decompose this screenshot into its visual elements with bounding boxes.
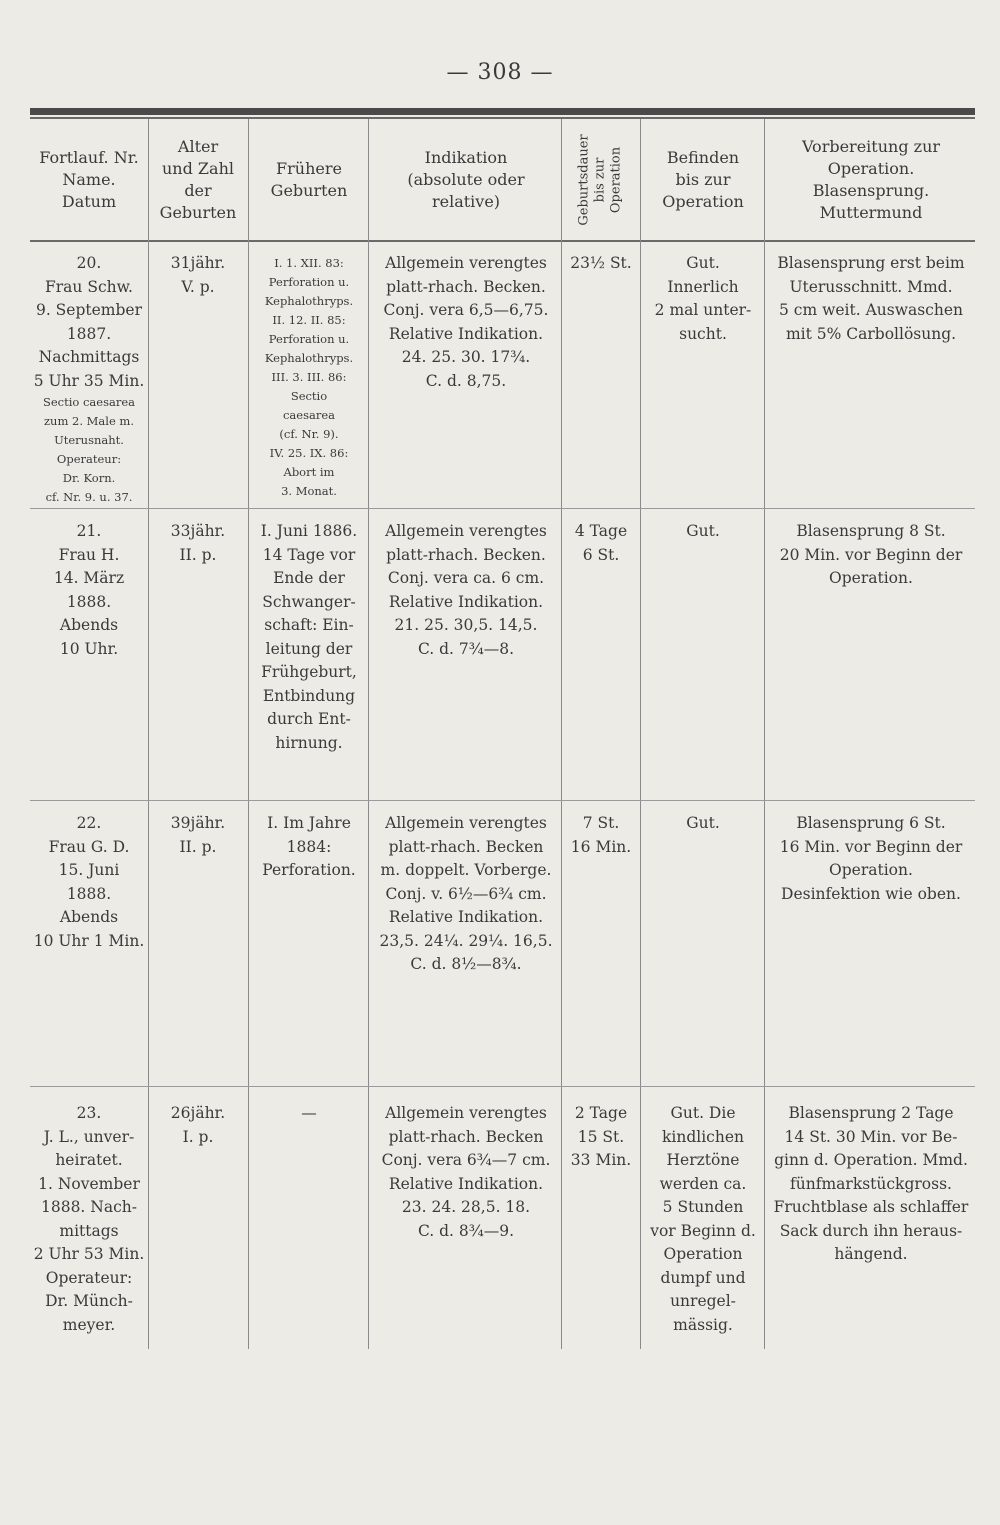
table-row-cell <box>30 252 148 507</box>
table-row-cell <box>30 520 148 661</box>
cell-line: Conj. vera ca. 6 cm. <box>387 569 545 587</box>
cell-line: III. 3. III. 86: <box>271 370 347 384</box>
cell-line: meyer. <box>62 1315 116 1334</box>
top-rule-thin <box>30 117 975 119</box>
table-row-cell <box>150 252 246 299</box>
cell-line: Operation. <box>829 569 913 587</box>
cell-line: cf. Nr. 9. u. 37. <box>45 490 133 504</box>
table-row-cell <box>642 812 764 836</box>
cell-line: 1884: <box>286 837 332 856</box>
header-line: Geburten <box>159 203 237 222</box>
cell-line: Abends <box>59 908 119 926</box>
cell-line: hängend. <box>834 1245 908 1263</box>
cell-line: 2 mal unter- <box>654 301 752 319</box>
cell-line: Operation <box>663 1245 743 1263</box>
cell-line: hirnung. <box>275 733 343 752</box>
cell-line: I. Im Jahre <box>267 814 351 832</box>
header-line: und Zahl <box>161 159 234 178</box>
cell-line: Gut. <box>686 522 720 540</box>
table-row-cell <box>250 812 368 883</box>
cell-line: Frühgeburt, <box>261 663 357 681</box>
table-row-cell <box>642 252 764 346</box>
cell-line: Blasensprung 2 Tage <box>788 1104 954 1122</box>
cell-line: — <box>301 1104 317 1122</box>
cell-line: Operateur: <box>45 1268 133 1287</box>
cell-line: Frau G. D. <box>48 837 130 856</box>
cell-line: (cf. Nr. 9). <box>279 427 339 441</box>
cell-line: 39jähr. <box>170 814 226 832</box>
cell-line: sucht. <box>679 324 727 343</box>
cell-line: Relative Indikation. <box>388 592 544 611</box>
row-separator <box>30 800 975 801</box>
row-separator <box>30 1086 975 1087</box>
cell-line: heiratet. <box>55 1151 123 1169</box>
table-row-cell <box>150 812 246 859</box>
header-line: Alter <box>177 137 219 156</box>
cell-line: Blasensprung erst beim <box>777 254 965 272</box>
cell-line: 6 St. <box>582 545 620 564</box>
cell-line: C. d. 7¾—8. <box>417 639 515 658</box>
cell-line: fünfmarkstückgross. <box>790 1174 952 1193</box>
cell-line: leitung der <box>265 639 353 658</box>
cell-line: 33jähr. <box>170 522 226 540</box>
cell-line: 15. Juni <box>58 861 120 879</box>
cell-line: Blasensprung 8 St. <box>796 522 946 540</box>
cell-line: Conj. vera 6,5—6,75. <box>383 301 549 319</box>
cell-line: Perforation u. <box>268 332 350 346</box>
cell-line: Relative Indikation. <box>388 908 544 926</box>
cell-line: 21. <box>76 522 102 540</box>
header-vorbereitung <box>766 122 976 238</box>
table-row-cell <box>250 520 368 755</box>
table-row-cell <box>30 1102 148 1337</box>
cell-line: Herztöne <box>666 1151 740 1169</box>
header-line: Blasensprung. <box>812 181 930 200</box>
cell-line: 31jähr. <box>170 254 226 272</box>
table-row-cell <box>766 1102 976 1267</box>
cell-line: 21. 25. 30,5. 14,5. <box>394 616 538 634</box>
cell-line: 23. <box>76 1104 102 1122</box>
cell-line: Innerlich <box>667 277 739 296</box>
cell-line: I. Juni 1886. <box>260 522 358 540</box>
cell-line: dumpf und <box>660 1268 746 1287</box>
cell-line: platt-rhach. Becken. <box>386 545 546 564</box>
page-number: — 308 — <box>446 60 554 85</box>
table-row-cell <box>150 1102 246 1149</box>
top-rule-thick <box>30 108 975 115</box>
cell-line: Nachmittags <box>38 348 140 366</box>
cell-line: 5 Uhr 35 Min. <box>33 371 145 390</box>
column-divider <box>248 119 249 1349</box>
cell-line: 14 St. 30 Min. vor Be- <box>784 1127 958 1146</box>
cell-line: C. d. 8,75. <box>425 371 507 390</box>
cell-line: Kephalothryps. <box>264 294 354 308</box>
cell-line: Fruchtblase als schlaffer <box>773 1198 969 1216</box>
cell-line: 7 St. <box>582 814 620 832</box>
cell-line: m. doppelt. Vorberge. <box>380 861 552 879</box>
cell-line: 16 Min. vor Beginn der <box>779 837 963 856</box>
table-row-cell <box>250 1102 368 1126</box>
header-line: Geburten <box>270 181 348 200</box>
table-row-cell <box>562 520 640 567</box>
table-row-cell <box>370 1102 562 1243</box>
cell-line: Conj. vera 6¾—7 cm. <box>381 1151 551 1169</box>
table-row-cell <box>150 520 246 567</box>
cell-line: Abort im <box>283 465 335 479</box>
column-divider <box>764 119 765 1349</box>
cell-line: mässig. <box>673 1315 733 1334</box>
table-row-cell <box>766 520 976 591</box>
cell-line: 5 cm weit. Auswaschen <box>779 301 963 319</box>
cell-line: 5 Stunden <box>662 1198 744 1216</box>
table-row-cell <box>30 812 148 953</box>
table-row-cell <box>642 520 764 544</box>
cell-line: 1888. <box>66 884 112 903</box>
table-row-cell <box>766 252 976 346</box>
cell-line: platt-rhach. Becken. <box>386 277 546 296</box>
cell-line: 26jähr. <box>170 1104 226 1122</box>
cell-line: 14 Tage vor <box>262 545 356 564</box>
header-rule <box>30 240 975 242</box>
column-divider <box>368 119 369 1349</box>
header-line: Operation. <box>827 159 915 178</box>
cell-line: Sectio caesarea <box>42 395 136 409</box>
cell-line: C. d. 8¾—9. <box>417 1221 515 1240</box>
header-line: Geburtsdauer <box>577 134 592 226</box>
header-geburtsdauer <box>562 122 640 238</box>
cell-line: platt-rhach. Becken <box>388 1127 544 1146</box>
table-row-cell <box>370 252 562 393</box>
header-line: Vorbereitung zur <box>801 137 941 156</box>
cell-line: 2 Tage <box>574 1104 628 1122</box>
cell-line: 23. 24. 28,5. 18. <box>401 1198 531 1216</box>
cell-line: 2 Uhr 53 Min. <box>33 1245 145 1263</box>
cell-line: 1888. Nach- <box>40 1198 137 1216</box>
cell-line: Desinfektion wie oben. <box>781 884 961 903</box>
cell-line: 4 Tage <box>574 522 628 540</box>
cell-line: 14. März <box>53 569 125 587</box>
cell-line: II. p. <box>179 837 217 856</box>
column-divider <box>640 119 641 1349</box>
cell-line: 15 St. <box>577 1127 625 1146</box>
table-row-cell <box>562 812 640 859</box>
table-row-cell <box>766 812 976 906</box>
cell-line: Allgemein verengtes <box>385 1104 547 1122</box>
cell-line: J. L., unver- <box>43 1127 135 1146</box>
header-line: Name. <box>62 170 116 189</box>
header-line: Operation <box>662 192 744 211</box>
cell-line: Gut. <box>686 254 720 272</box>
header-line: Operation <box>609 146 624 214</box>
header-line: bis zur <box>593 157 608 203</box>
table-row-cell <box>562 1102 640 1173</box>
cell-line: unregel- <box>670 1292 736 1310</box>
row-separator <box>30 508 975 509</box>
cell-line: Gut. <box>686 814 720 832</box>
cell-line: Conj. v. 6½—6¾ cm. <box>385 884 547 903</box>
cell-line: 10 Uhr 1 Min. <box>33 931 145 950</box>
table-row-cell <box>370 812 562 977</box>
cell-line: 16 Min. <box>570 837 632 856</box>
cell-line: 1. November <box>38 1174 140 1193</box>
cell-line: vor Beginn d. <box>650 1221 756 1240</box>
cell-line: 33 Min. <box>570 1151 632 1169</box>
cell-line: ginn d. Operation. Mmd. <box>774 1151 968 1169</box>
cell-line: mit 5% Carbollösung. <box>785 324 957 343</box>
cell-line: Allgemein verengtes <box>385 814 547 832</box>
header-line: Indikation <box>424 148 508 167</box>
cell-line: 20. <box>76 254 102 272</box>
header-line: Fortlauf. Nr. <box>39 148 139 167</box>
cell-line: Relative Indikation. <box>388 1174 544 1193</box>
cell-line: Perforation. <box>262 861 356 879</box>
cell-line: Dr. Korn. <box>62 471 116 485</box>
cell-line: 1887. <box>66 324 112 343</box>
cell-line: C. d. 8½—8¾. <box>410 955 522 973</box>
header-line: der <box>184 181 212 200</box>
cell-line: Frau H. <box>58 545 120 564</box>
cell-line: Kephalothryps. <box>264 351 354 365</box>
cell-line: 10 Uhr. <box>59 639 119 658</box>
table-row-cell <box>642 1102 764 1337</box>
cell-line: Schwanger- <box>262 592 356 611</box>
cell-line: Perforation u. <box>268 275 350 289</box>
header-line: bis zur <box>675 170 731 189</box>
cell-line: 1888. <box>66 592 112 611</box>
cell-line: caesarea <box>282 408 336 422</box>
header-line: (absolute oder <box>407 170 525 189</box>
cell-line: Relative Indikation. <box>388 324 544 343</box>
table-row-cell <box>562 252 640 276</box>
cell-line: werden ca. <box>659 1174 747 1193</box>
cell-line: 20 Min. vor Beginn der <box>779 545 963 564</box>
cell-line: 3. Monat. <box>281 484 337 498</box>
header-line: Muttermund <box>819 203 923 222</box>
table-row-cell <box>370 520 562 661</box>
header-befinden <box>642 122 764 238</box>
cell-line: Frau Schw. <box>45 277 133 296</box>
column-divider <box>148 119 149 1349</box>
header-fortlauf-nr <box>30 122 148 238</box>
cell-line: Entbindung <box>262 686 356 705</box>
header-line: Frühere <box>276 159 342 178</box>
cell-line: IV. 25. IX. 86: <box>269 446 349 460</box>
cell-line: Uterusnaht. <box>54 433 124 447</box>
cell-line: schaft: Ein- <box>264 616 354 634</box>
cell-line: 24. 25. 30. 17¾. <box>401 348 531 366</box>
cell-line: Uterusschnitt. Mmd. <box>789 277 953 296</box>
cell-line: Sectio <box>290 389 328 403</box>
cell-line: Dr. Münch- <box>45 1292 133 1310</box>
cell-line: Sack durch ihn heraus- <box>779 1221 963 1240</box>
cell-line: mittags <box>59 1221 119 1240</box>
header-line: Befinden <box>666 148 740 167</box>
table-row-cell <box>250 254 368 501</box>
cell-line: Allgemein verengtes <box>385 522 547 540</box>
cell-line: V. p. <box>181 277 215 296</box>
cell-line: Operateur: <box>56 452 122 466</box>
cell-line: Abends <box>59 616 119 634</box>
cell-line: 23½ St. <box>570 254 632 272</box>
cell-line: durch Ent- <box>267 710 351 728</box>
cell-line: Allgemein verengtes <box>385 254 547 272</box>
cell-line: platt-rhach. Becken <box>388 837 544 856</box>
cell-line: I. 1. XII. 83: <box>274 256 344 270</box>
cell-line: kindlichen <box>662 1127 744 1146</box>
cell-line: Ende der <box>273 569 345 587</box>
cell-line: zum 2. Male m. <box>44 414 134 428</box>
header-line: Datum <box>61 192 117 211</box>
cell-line: 23,5. 24¼. 29¼. 16,5. <box>379 931 553 950</box>
cell-line: Gut. Die <box>670 1104 736 1122</box>
cell-line: II. p. <box>179 545 217 564</box>
cell-line: 9. September <box>35 301 143 319</box>
cell-line: II. 12. II. 85: <box>272 313 346 327</box>
header-fruehere-geburten <box>250 122 368 238</box>
header-alter <box>150 122 246 238</box>
cell-line: Operation. <box>829 861 913 879</box>
cell-line: Blasensprung 6 St. <box>796 814 946 832</box>
cell-line: 22. <box>76 814 102 832</box>
header-indikation <box>370 122 562 238</box>
cell-line: I. p. <box>182 1127 214 1146</box>
header-line: relative) <box>431 192 501 211</box>
